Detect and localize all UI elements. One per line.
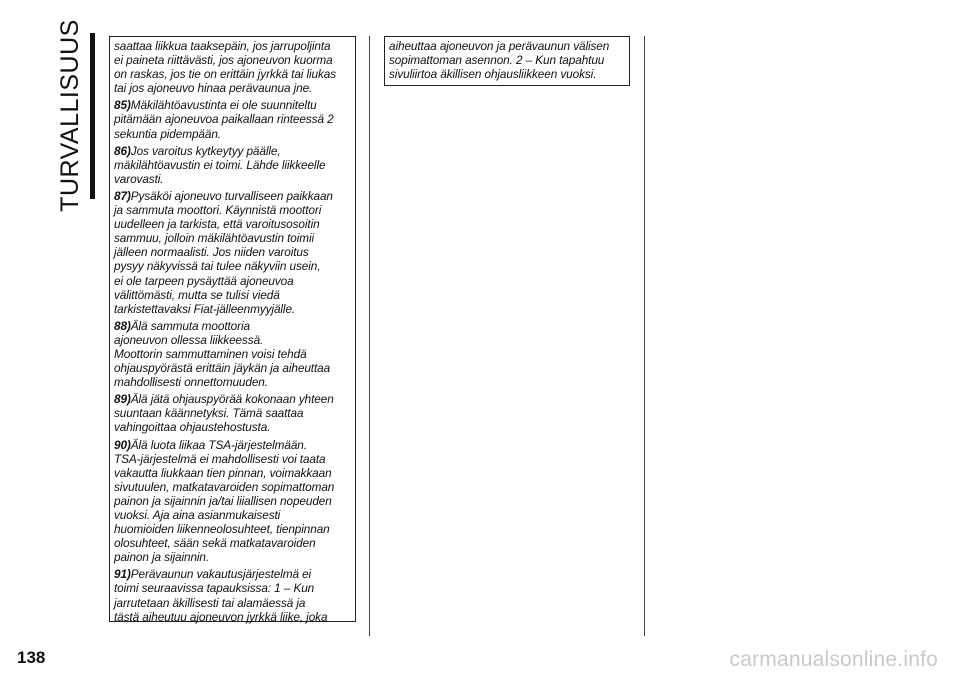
warning-text: Jos varoitus kytkeytyy päälle, mäkilähtöavustin ei toimi. Lähde liikkeelle varovasti. [114,143,326,186]
warning-item-89 [114,392,352,434]
warnings-box-left [109,36,356,622]
warning-text: Pysäköi ajoneuvo turvalliseen paikkaan ja sammuta moottori. Käynnistä moottori uudelleen ja tarkista, että varoitusosoitin sammuu, jolloin mäkilähtöavustin toimii jälleen normaalisti. Jos niiden varoitus pysyy näkyvissä tai tulee näkyviin usein, ei ole tarpeen pysäyttää ajoneuvoa välittömästi, mutta se tulisi viedä tarkistettavaksi Fiat-jälleenmyyjälle. [114,188,333,316]
warning-item-90 [114,438,352,565]
warning-item-86 [114,144,352,186]
column-divider [369,36,370,636]
section-marker-bar [90,33,95,199]
warning-number: 91) [114,567,131,582]
warning-text: Älä jätä ohjauspyörää kokonaan yhteen suuntaan käännetyksi. Tämä saattaa vahingoittaa ohjaustehostusta. [114,392,334,435]
warning-text: Älä luota liikaa TSA-järjestelmään. TSA-järjestelmä ei mahdollisesti voi taata vakautta liukkaan tien pinnan, voimakkaan sivutuulen, matkatavaroiden sopimattoman painon ja sijainnin ja/tai liiallisen nopeuden vuoksi. Aja aina asianmukaisesti huomioiden liikenneolosuhteet, tienpinnan olosuhteet, sään sekä matkatavaroiden painon ja sijainnin. [114,437,335,565]
page-number: 138 [17,648,46,667]
column-divider [644,36,645,636]
warning-item-87 [114,189,352,316]
section-title [52,18,88,212]
warnings-box-right [384,36,630,86]
warning-number: 87) [114,188,131,203]
watermark: carmanualsonline.info [729,648,938,671]
warning-number: 88) [114,318,131,333]
intro-paragraph: saattaa liikkua taaksepäin, jos jarrupoljinta ei paineta riittävästi, jos ajoneuvon kuorma on raskas, jos tie on erittäin jyrkkä tai liukas tai jos ajoneuvo hinaa perävaunua jne. [114,39,337,96]
warning-item-85 [114,98,352,140]
continued-paragraph: aiheuttaa ajoneuvon ja perävaunun välisen sopimattoman asennon. 2 – Kun tapahtuu sivuliirtoa äkillisen ohjausliikkeen vuoksi. [389,39,610,82]
warning-text: Älä sammuta moottoria ajoneuvon ollessa liikkeessä. Moottorin sammuttaminen voisi tehdä ohjauspyörästä erittäin jäykän ja aiheuttaa mahdollisesti onnettomuuden. [114,318,331,390]
warning-number: 85) [114,98,131,113]
warning-number: 86) [114,143,131,158]
section-title-text: TURVALLISUUS [55,18,84,212]
warning-text: Mäkilähtöavustinta ei ole suunniteltu pitämään ajoneuvoa paikallaan rinteessä 2 sekuntia pidempään. [114,98,334,141]
warning-item-88 [114,319,352,389]
warning-number: 89) [114,392,131,407]
warning-text: Perävaunun vakautusjärjestelmä ei toimi seuraavissa tapauksissa: 1 – Kun jarrutetaan äkillisesti tai alamäessä ja tästä aiheutuu ajoneuvon jyrkkä liike, joka [114,567,328,624]
warning-item-91 [114,567,352,623]
warning-number: 90) [114,437,131,452]
